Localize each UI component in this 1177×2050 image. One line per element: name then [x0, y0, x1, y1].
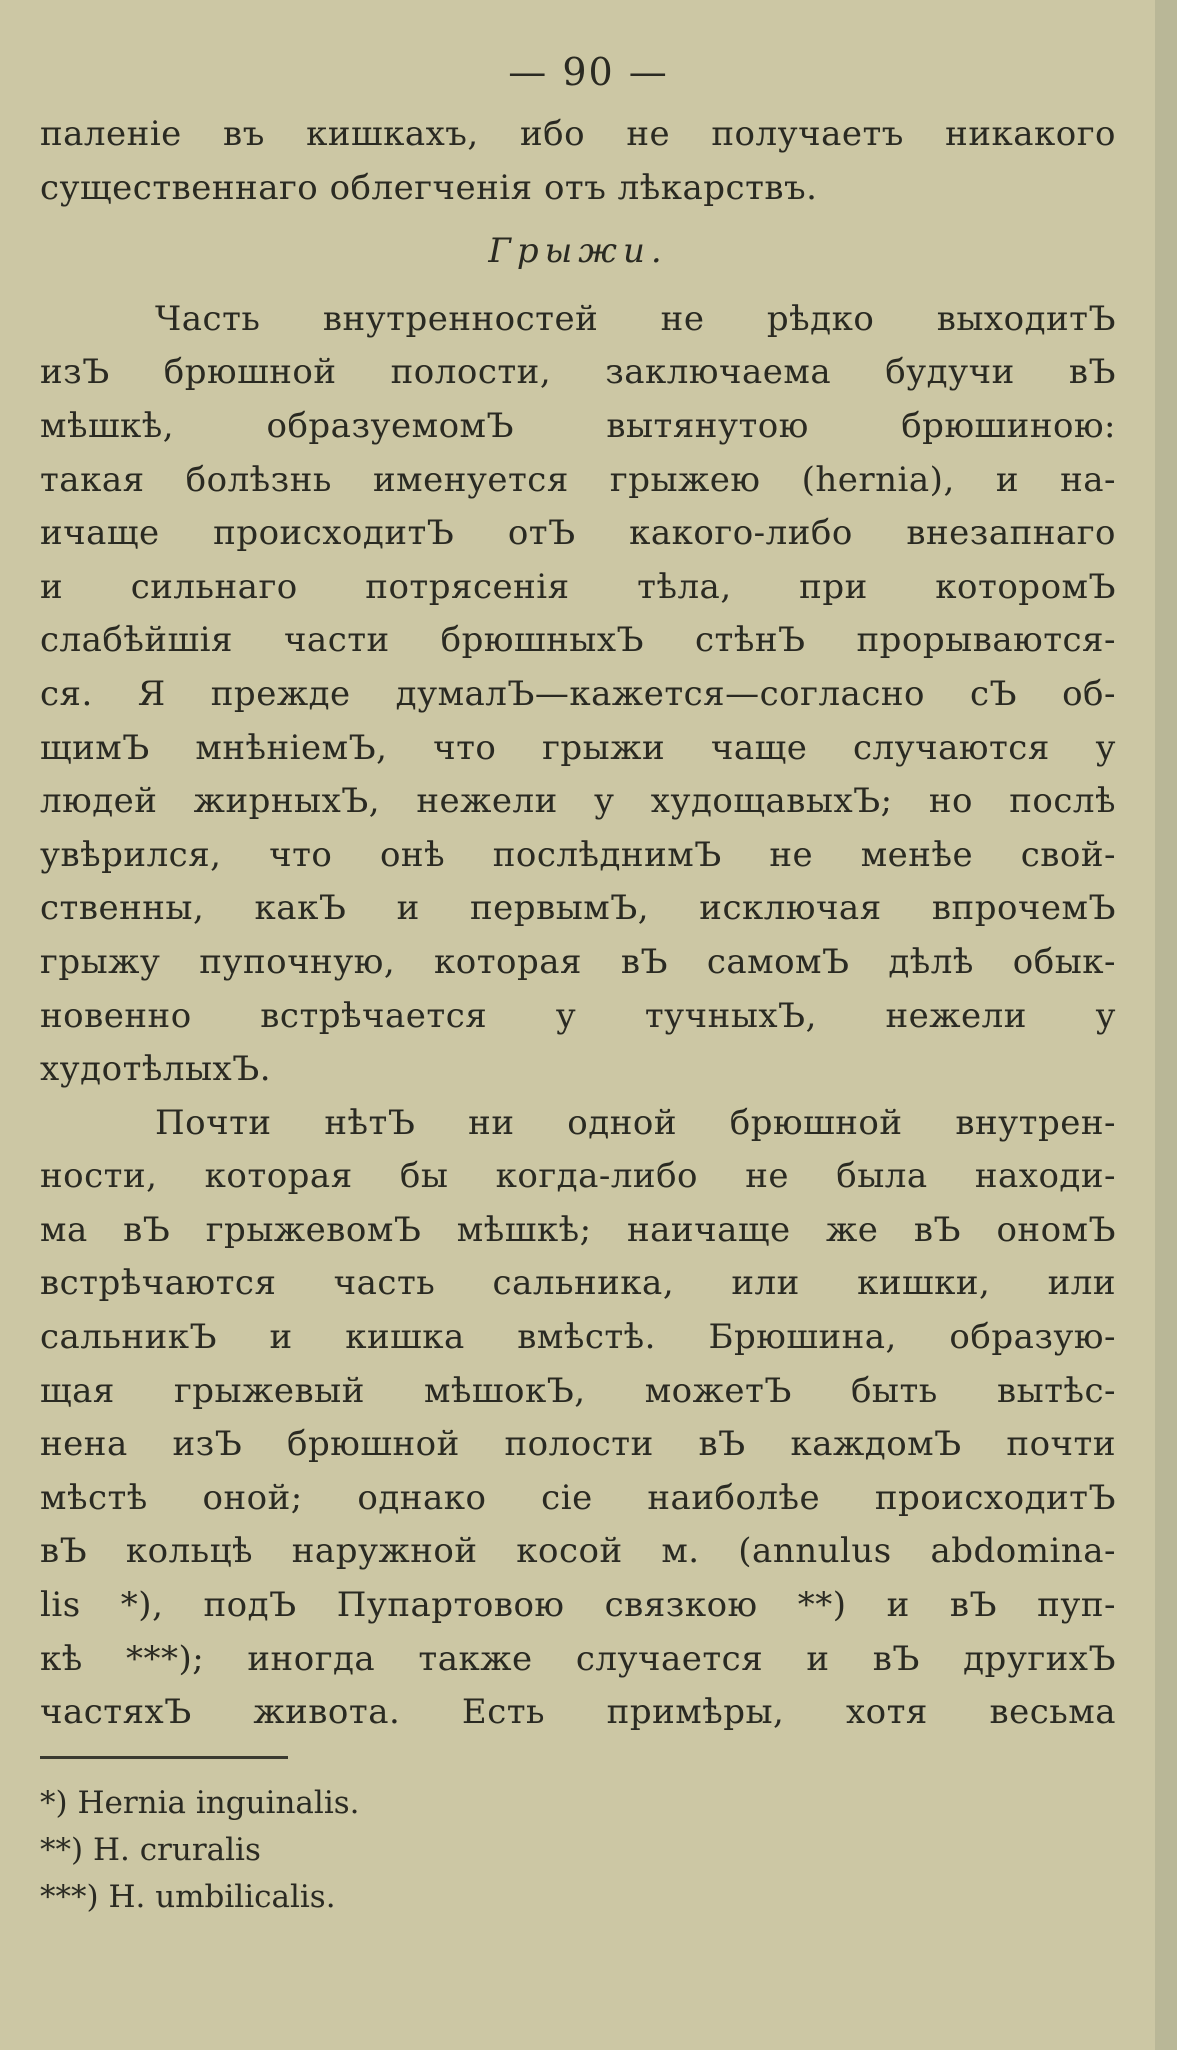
- footnote-divider: [40, 1756, 288, 1759]
- main-text: [40, 108, 1116, 1740]
- paragraph-1: [40, 293, 1116, 1097]
- text-line: ся. Я прежде думалЪ—кажется—согласно сЪ об-: [40, 673, 1116, 714]
- text-line: существеннаго облегченія отъ лѣкарствъ.: [40, 167, 818, 208]
- text-line: щая грыжевый мѣшокЪ, можетЪ быть вытѣс-: [40, 1370, 1116, 1411]
- text-line: ичаще происходитЪ отЪ какого-либо внезапнаго: [40, 513, 1116, 554]
- text-line: ности, которая бы когда-либо не была находи-: [40, 1156, 1116, 1197]
- text-line: паленіе въ кишкахъ, ибо не получаетъ никакого: [40, 114, 1116, 154]
- text-line: худотѣлыхЪ.: [40, 1049, 272, 1090]
- text-line: такая болѣзнь именуется грыжею (hernia), и на-: [40, 459, 1116, 500]
- paragraph-2: [40, 1097, 1116, 1740]
- footnote: ***) H. umbilicalis.: [40, 1879, 336, 1915]
- text-line: встрѣчаются часть сальника, или кишки, или: [40, 1263, 1116, 1304]
- text-line: грыжу пупочную, которая вЪ самомЪ дѣлѣ обык-: [40, 941, 1116, 982]
- text-line: lis *), подЪ Пупартовою связкою **) и вЪ пуп-: [40, 1585, 1116, 1626]
- text-line: сальникЪ и кишка вмѣстѣ. Брюшина, образую-: [40, 1317, 1116, 1358]
- page-edge-strip: [1155, 0, 1177, 2050]
- footnote: *) Hernia inguinalis.: [40, 1785, 360, 1821]
- footnotes: [40, 1780, 360, 1921]
- text-line: людей жирныхЪ, нежели у худощавыхЪ; но послѣ: [40, 781, 1116, 822]
- text-line: слабѣйшія части брюшныхЪ стѣнЪ прорываются-: [40, 620, 1116, 661]
- text-line: ственны, какЪ и первымЪ, исключая впрочемЪ: [40, 888, 1116, 929]
- text-line: и сильнаго потрясенія тѣла, при которомЪ: [40, 566, 1116, 607]
- footnote: **) H. cruralis: [40, 1832, 261, 1868]
- text-line: увѣрился, что онѣ послѣднимЪ не менѣе свой-: [40, 834, 1116, 875]
- section-heading: Грыжи.: [488, 231, 668, 272]
- text-line: мѣшкѣ, образуемомЪ вытянутою брюшиною:: [40, 405, 1116, 446]
- text-line: частяхЪ живота. Есть примѣры, хотя весьма: [40, 1692, 1116, 1733]
- text-line: новенно встрѣчается у тучныхЪ, нежели у: [40, 995, 1116, 1036]
- text-line: Почти нѣтЪ ни одной брюшной внутрен-: [155, 1102, 1116, 1143]
- page-number: — 90 —: [508, 50, 669, 94]
- text-line: нена изЪ брюшной полости вЪ каждомЪ почти: [40, 1424, 1116, 1465]
- text-line: щимЪ мнѣніемЪ, что грыжи чаще случаются у: [40, 727, 1116, 768]
- text-line: вЪ кольцѣ наружной косой м. (annulus abdomina-: [40, 1531, 1116, 1572]
- text-line: мѣстѣ оной; однако сіе наиболѣе происходитЪ: [40, 1477, 1116, 1518]
- text-line: кѣ ***); иногда также случается и вЪ другихЪ: [40, 1638, 1116, 1679]
- text-line: изЪ брюшной полости, заключаема будучи вЪ: [40, 352, 1116, 393]
- text-line: ма вЪ грыжевомЪ мѣшкѣ; наичаще же вЪ ономЪ: [40, 1209, 1116, 1250]
- text-line: Часть внутренностей не рѣдко выходитЪ: [155, 298, 1116, 339]
